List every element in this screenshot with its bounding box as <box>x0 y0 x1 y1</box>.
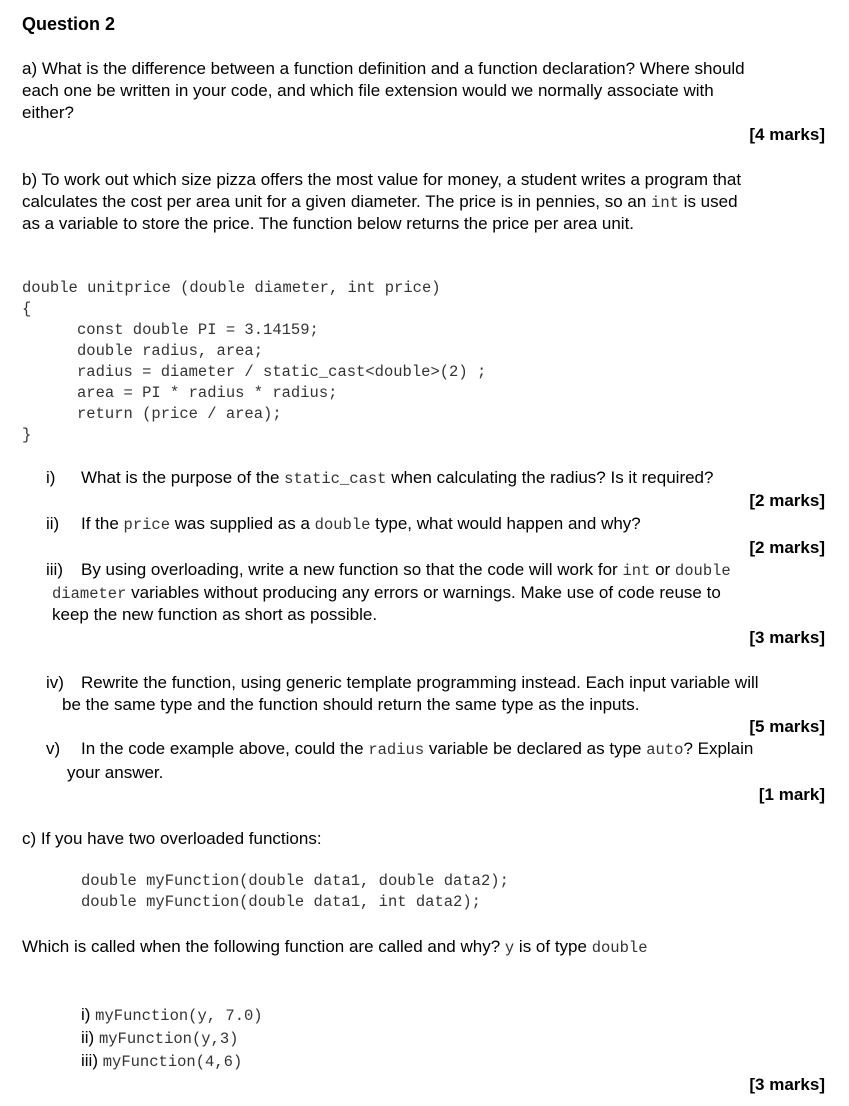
code-line-2: double radius, area; <box>77 342 264 360</box>
sub-iv-number: iv) <box>46 673 64 692</box>
sub-i-text <box>81 468 713 488</box>
sub-ii-text-post: type, what would happen and why? <box>370 514 641 533</box>
part-a-line-2: each one be written in your code, and which file extension would we normally associate with <box>22 81 714 100</box>
sub-i-text-post: when calculating the radius? Is it required? <box>386 468 714 487</box>
part-c-call-2 <box>81 1028 238 1048</box>
sub-iii-marks: [3 marks] <box>749 628 825 647</box>
code-signature: double unitprice (double diameter, int price) <box>22 279 441 297</box>
sub-iii-line-2 <box>52 583 721 603</box>
part-c-question-mid: is of type <box>514 937 592 956</box>
part-c-call-3 <box>81 1051 242 1071</box>
part-c-question-pre: Which is called when the following function are called and why? <box>22 937 505 956</box>
sub-ii-marks: [2 marks] <box>749 538 825 557</box>
inline-code-double-3: double <box>591 939 648 957</box>
part-c-declaration-1: double myFunction(double data1, double data2); <box>81 872 509 890</box>
code-line-5: return (price / area); <box>77 405 282 423</box>
part-b-line-3: as a variable to store the price. The function below returns the price per area unit. <box>22 214 635 233</box>
inline-code-auto: auto <box>646 741 684 759</box>
sub-iii-line-1 <box>81 560 731 580</box>
sub-v-marks: [1 mark] <box>758 785 825 804</box>
sub-ii-number: ii) <box>46 514 60 533</box>
inline-code-diameter: diameter <box>52 585 127 603</box>
part-a-line-1: a) What is the difference between a function definition and a function declaration? Where should <box>22 59 745 78</box>
part-c-call-1-number: i) <box>81 1005 96 1024</box>
part-b-line-2-text: calculates the cost per area unit for a given diameter. The price is in pennies, so an <box>22 192 652 211</box>
inline-code-int-2: int <box>622 562 651 580</box>
part-b-line-1: b) To work out which size pizza offers the most value for money, a student writes a program that <box>22 170 742 189</box>
code-line-3: radius = diameter / static_cast<double>(2) ; <box>77 363 487 381</box>
part-c-declaration-2: double myFunction(double data1, int data2); <box>81 893 481 911</box>
sub-iii-line-3: keep the new function as short as possible. <box>52 605 378 624</box>
sub-v-number: v) <box>46 739 61 758</box>
inline-code-double-2: double <box>674 562 731 580</box>
inline-code-radius: radius <box>368 741 425 759</box>
code-open-brace: { <box>22 300 32 318</box>
sub-ii-text-pre: If the <box>81 514 124 533</box>
part-c-call-1-code: myFunction(y, 7.0) <box>95 1007 263 1025</box>
part-a-marks: [4 marks] <box>749 125 825 144</box>
inline-code-int: int <box>651 194 679 212</box>
code-close-brace: } <box>22 426 32 444</box>
code-line-1: const double PI = 3.14159; <box>77 321 319 339</box>
sub-ii-text <box>81 514 641 534</box>
sub-i-marks: [2 marks] <box>749 491 825 510</box>
inline-code-static-cast: static_cast <box>284 470 387 488</box>
part-c-call-3-number: iii) <box>81 1051 103 1070</box>
part-a-line-3: either? <box>22 103 74 122</box>
sub-iv-marks: [5 marks] <box>749 717 825 736</box>
sub-v-line-1 <box>81 739 753 759</box>
part-c-call-1 <box>81 1005 263 1025</box>
sub-iii-line-1-mid: or <box>650 560 675 579</box>
part-c-call-3-code: myFunction(4,6) <box>102 1053 243 1071</box>
inline-code-double: double <box>314 516 371 534</box>
sub-iii-number: iii) <box>46 560 63 579</box>
part-c-question <box>22 937 648 957</box>
sub-v-line-2: your answer. <box>67 763 164 782</box>
sub-iv-line-2: be the same type and the function should return the same type as the inputs. <box>62 695 640 714</box>
question-title: Question 2 <box>22 14 116 34</box>
sub-iv-line-1: Rewrite the function, using generic template programming instead. Each input variable will <box>81 673 759 692</box>
sub-v-line-1-pre: In the code example above, could the <box>81 739 369 758</box>
sub-ii-text-mid: was supplied as a <box>170 514 315 533</box>
part-c-intro: c) If you have two overloaded functions: <box>22 829 322 848</box>
inline-code-y: y <box>504 939 515 957</box>
sub-iii-line-2-post: variables without producing any errors or warnings. Make use of code reuse to <box>126 583 721 602</box>
sub-i-text-pre: What is the purpose of the <box>81 468 285 487</box>
part-b-line-2-end: is used <box>678 192 738 211</box>
sub-v-line-1-post: ? Explain <box>683 739 754 758</box>
sub-v-line-1-mid: variable be declared as type <box>424 739 647 758</box>
inline-code-price: price <box>123 516 171 534</box>
code-line-4: area = PI * radius * radius; <box>77 384 338 402</box>
sub-i-number: i) <box>46 468 56 487</box>
part-c-call-2-code: myFunction(y,3) <box>98 1030 239 1048</box>
part-c-marks: [3 marks] <box>749 1075 825 1094</box>
part-b-line-2 <box>22 192 738 212</box>
part-c-call-2-number: ii) <box>81 1028 99 1047</box>
sub-iii-line-1-pre: By using overloading, write a new function so that the code will work for <box>81 560 623 579</box>
